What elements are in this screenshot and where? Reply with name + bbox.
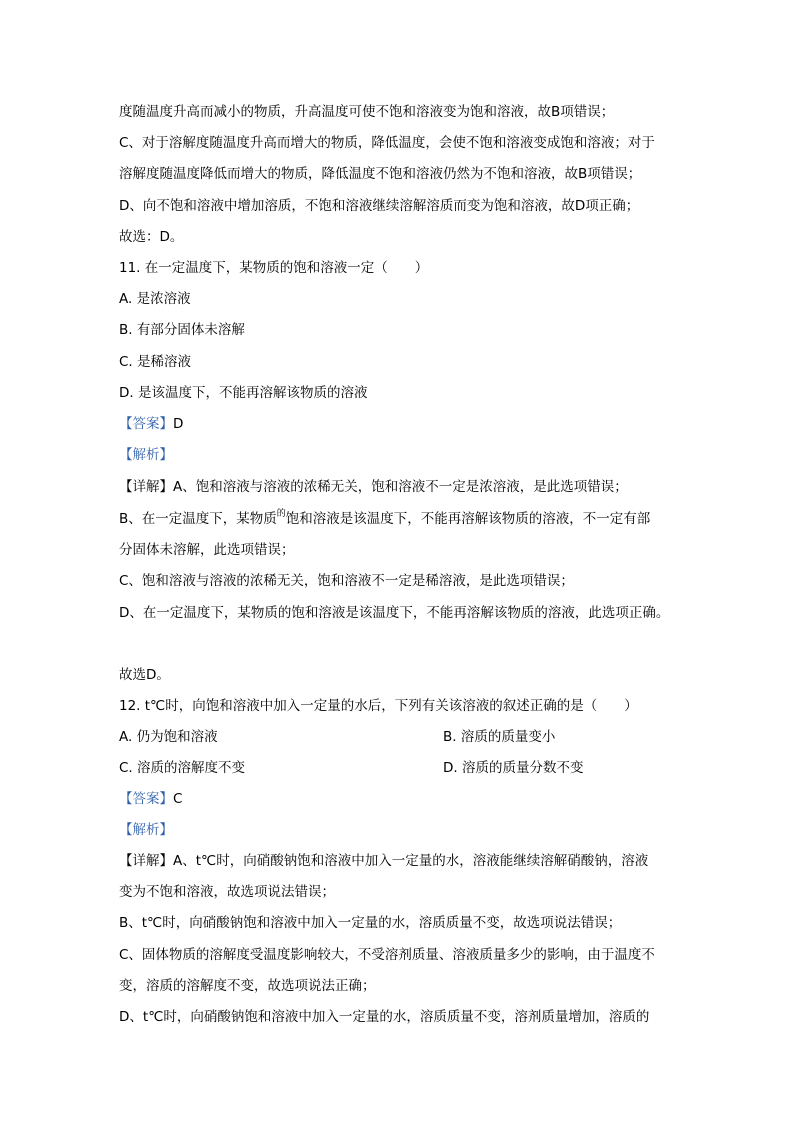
detail-text: B、在一定温度下，某物质 <box>119 511 277 527</box>
question-12-detail-c-cont: 变，溶质的溶解度不变，故选项说法正确； <box>119 978 376 994</box>
question-11-detail-a <box>119 478 628 496</box>
text-line: C、对于溶解度随温度升高而增大的物质，降低温度，会使不饱和溶液变成饱和溶液；对于 <box>119 135 655 151</box>
question-12-detail-b: B、t℃时，向硝酸钠饱和溶液中加入一定量的水，溶质质量不变，故选项说法错误； <box>119 915 622 931</box>
question-11-option-b: B. 有部分固体未溶解 <box>119 322 245 338</box>
question-11-option-d: D. 是该温度下，不能再溶解该物质的溶液 <box>119 385 368 401</box>
question-11-detail-b-cont: 分固体未溶解，此选项错误； <box>119 542 295 558</box>
question-11-analysis-tag <box>119 446 173 464</box>
answer-value: C <box>173 791 183 807</box>
answer-tag: 【答案】 <box>119 416 173 432</box>
question-12-stem: 12. t℃时，向饱和溶液中加入一定量的水后，下列有关该溶液的叙述正确的是（ ） <box>119 698 638 714</box>
question-12-option-d: D. 溶质的质量分数不变 <box>443 760 584 776</box>
detail-text: A、t℃时，向硝酸钠饱和溶液中加入一定量的水，溶液能继续溶解硝酸钠，溶液 <box>173 853 649 869</box>
question-12-option-a: A. 仍为饱和溶液 <box>119 729 218 745</box>
question-11-conclusion: 故选D。 <box>119 667 170 683</box>
detail-text: 饱和溶液是该温度下，不能再溶解该物质的溶液，不一定有部 <box>285 511 651 527</box>
question-12-detail-a <box>119 852 648 870</box>
question-11-option-c: C. 是稀溶液 <box>119 354 192 370</box>
question-12-answer <box>119 790 182 808</box>
analysis-tag: 【解析】 <box>119 822 173 838</box>
question-12-option-b: B. 溶质的质量变小 <box>443 729 556 745</box>
text-line: 溶解度随温度降低而增大的物质，降低温度不饱和溶液仍然为不饱和溶液，故B项错误； <box>119 166 642 182</box>
question-12-analysis-tag <box>119 821 173 839</box>
question-12-option-c: C. 溶质的溶解度不变 <box>119 760 246 776</box>
text-line: 故选：D。 <box>119 229 184 245</box>
question-11-stem: 11. 在一定温度下，某物质的饱和溶液一定（ ） <box>119 260 429 276</box>
detail-text: A、饱和溶液与溶液的浓稀无关，饱和溶液不一定是浓溶液，是此选项错误； <box>173 479 628 495</box>
question-12-options-row-2 <box>119 759 245 777</box>
text-line: 度随温度升高而减小的物质，升高温度可使不饱和溶液变为饱和溶液，故B项错误； <box>119 104 615 120</box>
detail-tag: 【详解】 <box>119 853 173 869</box>
question-12-options-row-1 <box>119 728 218 746</box>
question-12-detail-c: C、固体物质的溶解度受温度影响较大，不受溶剂质量、溶液质量多少的影响，由于温度不 <box>119 947 655 963</box>
question-11-answer <box>119 415 183 433</box>
question-11-detail-c: C、饱和溶液与溶液的浓稀无关，饱和溶液不一定是稀溶液，是此选项错误； <box>119 573 574 589</box>
question-11-option-a: A. 是浓溶液 <box>119 291 191 307</box>
question-11-detail-d: D、在一定温度下，某物质的饱和溶液是该温度下，不能再溶解该物质的溶液，此选项正确。 <box>119 605 670 621</box>
detail-tag: 【详解】 <box>119 479 173 495</box>
detail-superscript: 的 <box>276 509 286 519</box>
analysis-tag: 【解析】 <box>119 447 173 463</box>
question-12-detail-d: D、t℃时，向硝酸钠饱和溶液中加入一定量的水，溶质质量不变，溶剂质量增加，溶质的 <box>119 1009 650 1025</box>
question-12-detail-a-cont: 变为不饱和溶液，故选项说法错误； <box>119 884 335 900</box>
text-line: D、向不饱和溶液中增加溶质，不饱和溶液继续溶解溶质而变为饱和溶液，故D项正确； <box>119 198 640 214</box>
question-11-detail-b <box>119 510 650 528</box>
answer-value: D <box>173 416 184 432</box>
answer-tag: 【答案】 <box>119 791 173 807</box>
